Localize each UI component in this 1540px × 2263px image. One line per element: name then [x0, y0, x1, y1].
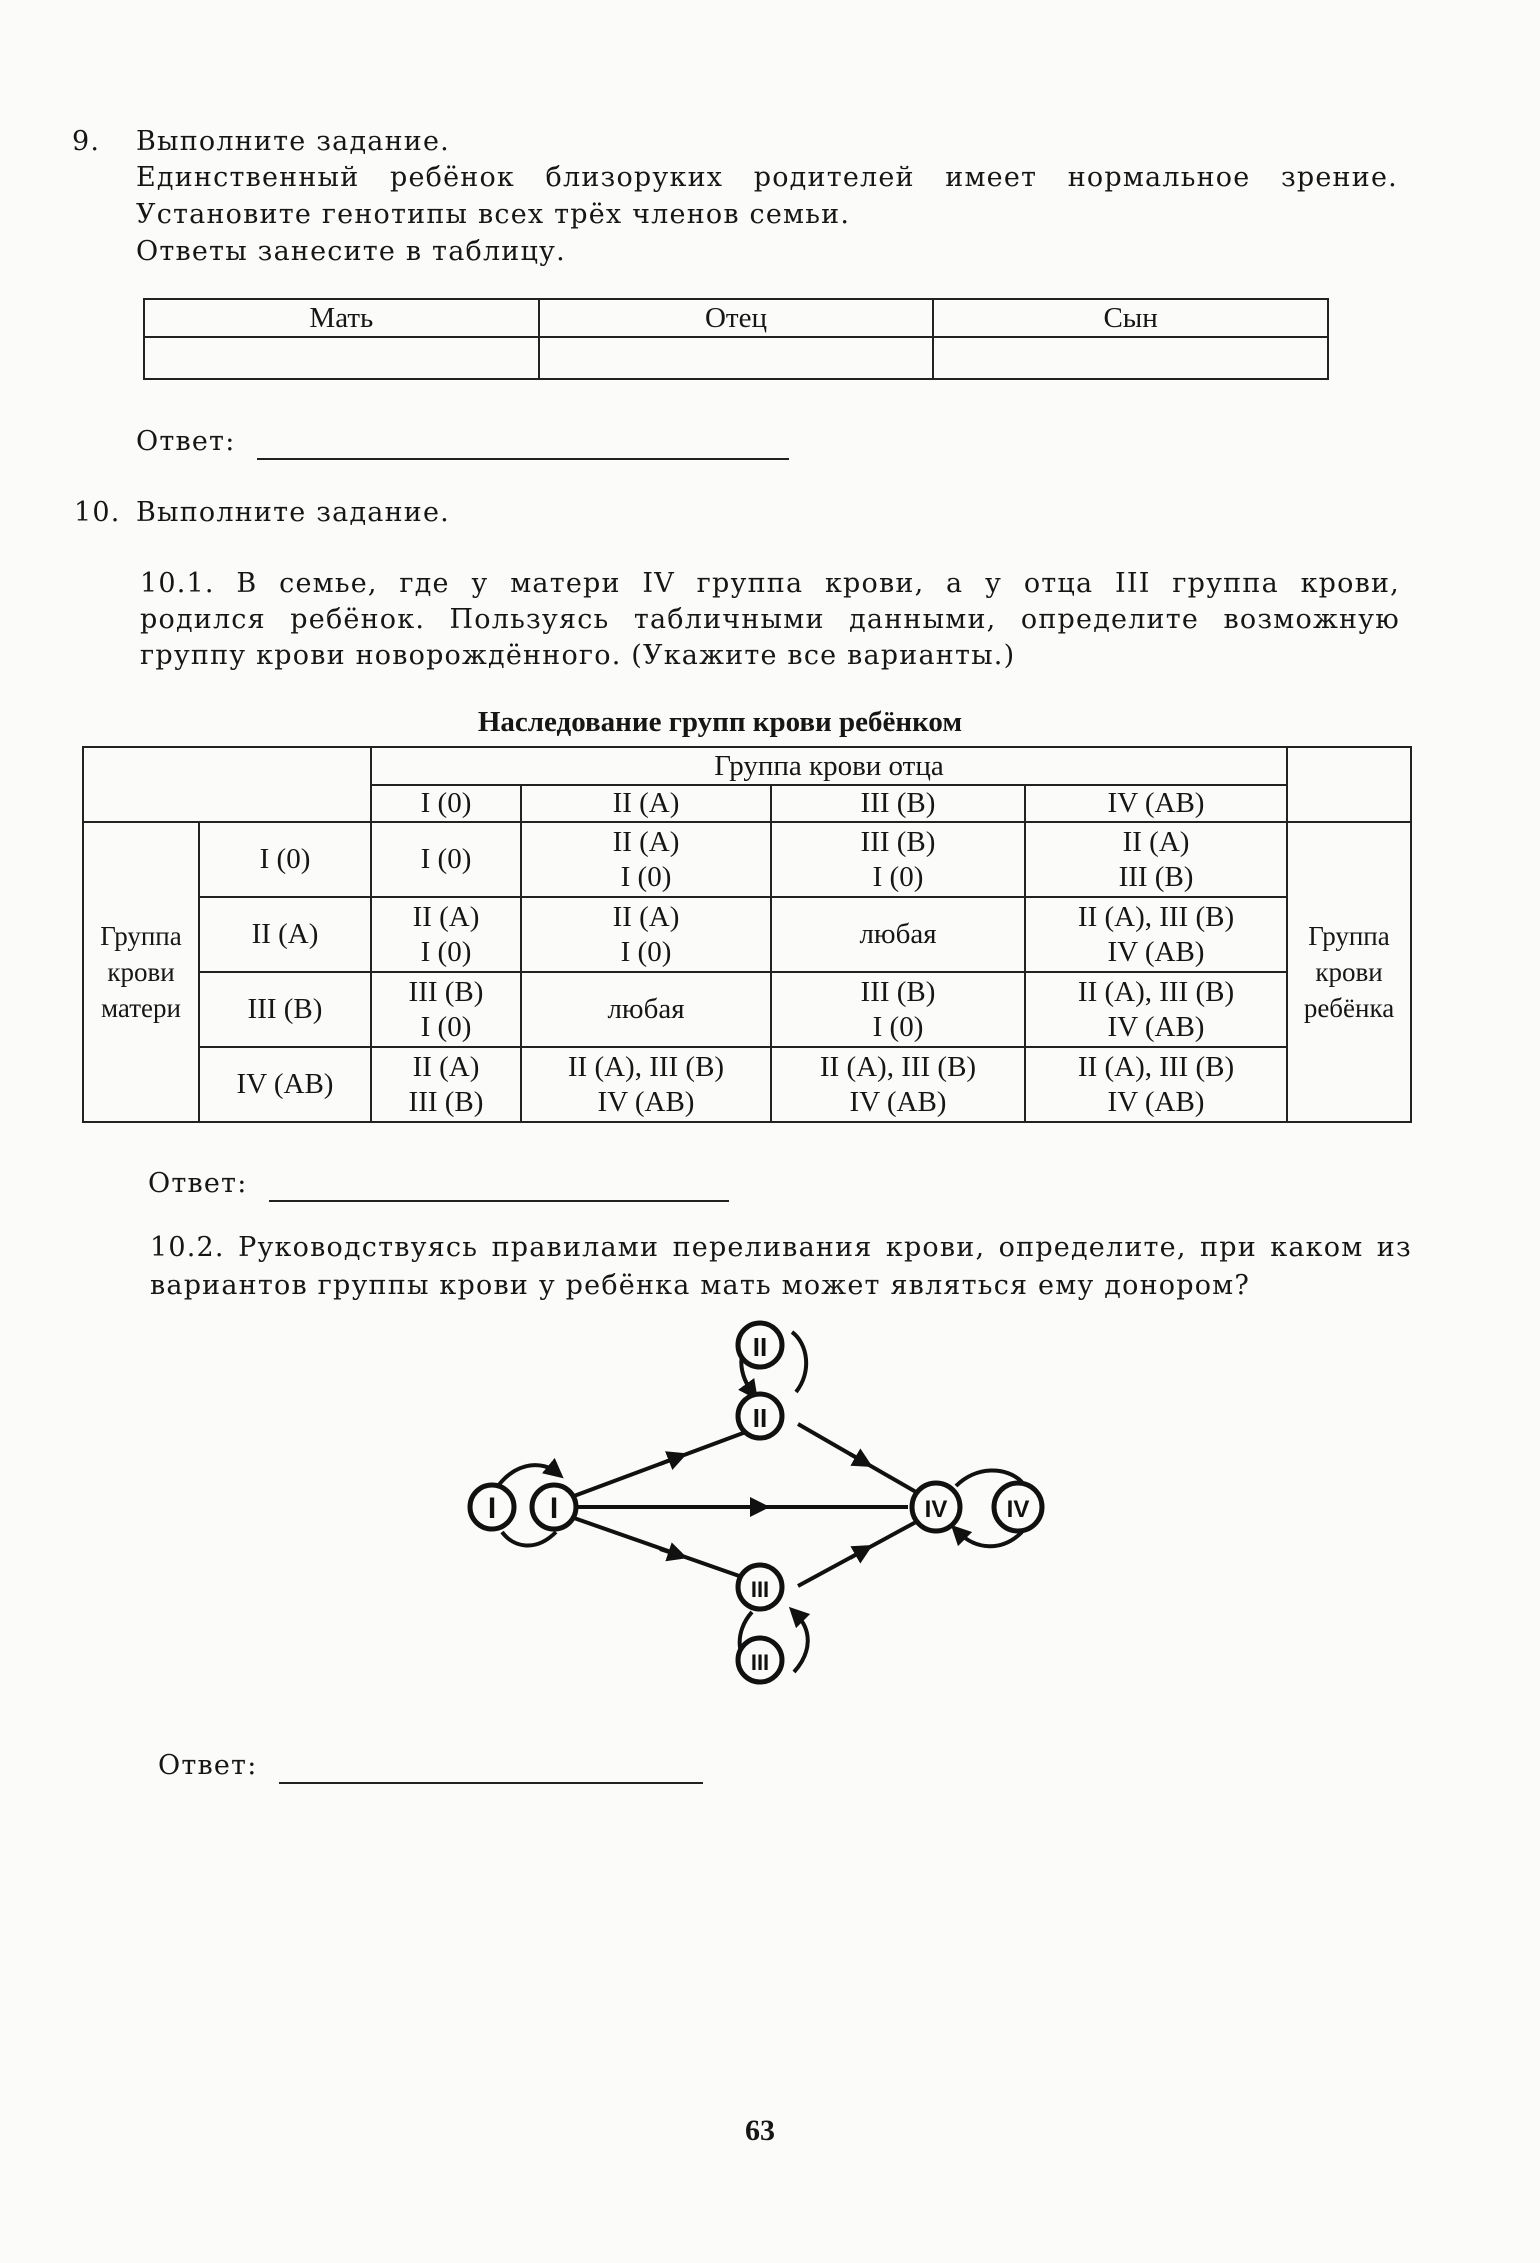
task10-2-line2: вариантов группы крови у ребёнка мать может являться ему донором? — [150, 1270, 1251, 1301]
label-line: матери — [101, 993, 181, 1023]
node-II-bottom — [738, 1394, 782, 1438]
answer-line[interactable] — [257, 434, 789, 460]
arrowhead — [660, 1457, 678, 1464]
task9-text-line3: Ответы занесите в таблицу. — [136, 236, 566, 267]
table-header-son: Сын — [933, 299, 1328, 337]
result-cell — [521, 822, 771, 897]
node-I-left — [470, 1485, 514, 1529]
cell-line: IV (AB) — [1107, 935, 1205, 968]
result-cell — [771, 822, 1025, 897]
label-line: крови — [1315, 957, 1383, 987]
father-group-2: II (A) — [521, 785, 771, 822]
loop-III-back — [794, 1614, 808, 1672]
task10-2-line1 — [150, 1230, 1412, 1266]
node-label: II — [752, 1332, 768, 1362]
result-cell — [1025, 822, 1287, 897]
task10-instruction: Выполните задание. — [136, 497, 450, 528]
node-II-top — [738, 1323, 782, 1367]
cell-line: II (A), III (B) — [1077, 900, 1235, 933]
word: табличными — [633, 604, 825, 635]
result-cell — [521, 1047, 771, 1122]
word: 10.2. — [150, 1232, 225, 1263]
cell-line: II (A), III (B) — [567, 1050, 725, 1083]
word: определите — [1020, 604, 1200, 635]
child-group-label — [1287, 822, 1411, 1122]
task10-2-answer — [158, 1748, 703, 1784]
task10-1-line2 — [140, 602, 1400, 638]
word: данными, — [849, 604, 997, 635]
result-cell — [371, 972, 521, 1047]
arrowhead — [850, 1550, 864, 1558]
mother-group-label — [83, 822, 199, 1122]
word: родителей — [753, 162, 915, 193]
answer-label: Ответ: — [136, 426, 236, 457]
father-group-4: IV (AB) — [1025, 785, 1287, 822]
mother-group-4: IV (AB) — [199, 1047, 371, 1122]
answer-label: Ответ: — [148, 1168, 248, 1199]
cell-line: III (B) — [408, 975, 484, 1008]
node-IV-left — [912, 1483, 960, 1531]
word: ребёнок. — [290, 604, 426, 635]
mother-group-1: I (0) — [199, 822, 371, 897]
word: Пользуясь — [449, 604, 610, 635]
word: у — [471, 568, 489, 599]
answer-line[interactable] — [269, 1176, 729, 1202]
result-cell — [1025, 1047, 1287, 1122]
table-caption: Наследование групп крови ребёнком — [477, 706, 963, 738]
cell-line: I (0) — [620, 935, 672, 968]
word: матери — [510, 568, 621, 599]
label-line: ребёнка — [1303, 993, 1395, 1023]
word: зрение. — [1280, 162, 1398, 193]
blood-inheritance-table — [82, 746, 1412, 1123]
task9-instruction: Выполните задание. — [136, 126, 450, 157]
task10-1-answer — [148, 1166, 729, 1202]
node-IV-right — [994, 1483, 1042, 1531]
cell-line: IV (AB) — [597, 1085, 695, 1118]
task10-1-line1 — [140, 566, 1400, 602]
node-label: IV — [1006, 1496, 1030, 1523]
word: ребёнок — [389, 162, 516, 193]
result-cell — [771, 1047, 1025, 1122]
result-cell — [371, 822, 521, 897]
word: группа — [696, 568, 804, 599]
answer-label: Ответ: — [158, 1750, 258, 1781]
word: IV — [642, 568, 675, 599]
word: 10.1. — [140, 568, 215, 599]
arrowhead — [660, 1549, 678, 1555]
label-line: крови — [107, 957, 175, 987]
word: имеет — [945, 162, 1038, 193]
task10-number — [74, 495, 121, 531]
cell-line: III (B) — [860, 825, 936, 858]
result-cell — [371, 1047, 521, 1122]
word: крови, — [885, 1232, 986, 1263]
word: крови, — [824, 568, 925, 599]
node-I-right — [532, 1485, 576, 1529]
cell-line: II (A), III (B) — [1077, 1050, 1235, 1083]
cell-line: III (B) — [1118, 860, 1194, 893]
node-label: I — [549, 1492, 559, 1525]
page-number: 63 — [745, 2114, 775, 2147]
node-label: IV — [924, 1496, 948, 1523]
father-group-3: III (B) — [771, 785, 1025, 822]
word: переливания — [672, 1232, 873, 1263]
task9-genotype-table — [143, 298, 1329, 380]
word: каком — [1270, 1232, 1364, 1263]
loop-I — [498, 1465, 556, 1486]
task9-text-line1 — [136, 160, 1398, 196]
result-cell — [521, 897, 771, 972]
cell-line: IV (AB) — [849, 1085, 947, 1118]
answer-line[interactable] — [279, 1758, 703, 1784]
word: отца — [1023, 568, 1094, 599]
cell-line: IV (AB) — [1107, 1085, 1205, 1118]
cell-line: любая — [859, 918, 937, 950]
cell-line: II (A), III (B) — [819, 1050, 977, 1083]
cell-line: II (A) — [412, 900, 480, 933]
result-cell — [771, 897, 1025, 972]
mother-group-2: II (A) — [199, 897, 371, 972]
word: семье, — [279, 568, 378, 599]
word: III — [1114, 568, 1151, 599]
loop-I-back — [502, 1532, 556, 1546]
word: В — [236, 568, 258, 599]
cell-line: II (A), III (B) — [1077, 975, 1235, 1008]
table-header-mother: Мать — [144, 299, 539, 337]
cell-line: любая — [607, 993, 685, 1025]
task10-number-text: 10. — [74, 497, 121, 528]
loop-II-back — [792, 1332, 806, 1392]
father-group-1: I (0) — [371, 785, 521, 822]
label-line: Группа — [100, 921, 182, 951]
word: правилами — [491, 1232, 660, 1263]
word: нормальное — [1067, 162, 1251, 193]
task9-number — [72, 124, 100, 160]
table-corner-cell-right — [1287, 747, 1411, 822]
word: группа — [1172, 568, 1279, 599]
father-group-header: Группа крови отца — [371, 747, 1287, 785]
cell-line: I (0) — [420, 935, 472, 968]
mother-group-3: III (B) — [199, 972, 371, 1047]
answer-cell-son[interactable] — [933, 337, 1328, 379]
word: крови, — [1300, 568, 1400, 599]
task9-text-line2: Установите генотипы всех трёх членов семьи. — [136, 199, 851, 230]
task9-number-text: 9. — [72, 126, 101, 157]
cell-line: I (0) — [420, 843, 472, 875]
word: родился — [140, 604, 266, 635]
word: Единственный — [136, 162, 360, 193]
cell-line: I (0) — [872, 860, 924, 893]
word: Руководствуясь — [238, 1232, 479, 1263]
cell-line: III (B) — [408, 1085, 484, 1118]
result-cell — [521, 972, 771, 1047]
transfusion-diagram — [440, 1300, 1080, 1720]
result-cell — [1025, 972, 1287, 1047]
arrowhead — [850, 1454, 864, 1462]
cell-line: I (0) — [420, 1010, 472, 1043]
table-header-father: Отец — [539, 299, 934, 337]
node-III-top — [738, 1565, 782, 1609]
word: возможную — [1223, 604, 1400, 635]
answer-cell-father[interactable] — [539, 337, 934, 379]
loop-IV-back — [958, 1532, 1022, 1546]
word: где — [399, 568, 450, 599]
answer-cell-mother[interactable] — [144, 337, 539, 379]
task10-1-line3: группу крови новорождённого. (Укажите все варианты.) — [140, 640, 1016, 671]
cell-line: II (A) — [612, 825, 680, 858]
node-label: III — [750, 1577, 770, 1602]
node-label: I — [487, 1492, 497, 1525]
cell-line: II (A) — [612, 900, 680, 933]
word: при — [1200, 1232, 1257, 1263]
word: а — [946, 568, 964, 599]
table-corner-cell — [83, 747, 371, 822]
word: из — [1376, 1232, 1412, 1263]
cell-line: II (A) — [412, 1050, 480, 1083]
cell-line: I (0) — [620, 860, 672, 893]
result-cell — [771, 972, 1025, 1047]
cell-line: IV (AB) — [1107, 1010, 1205, 1043]
word: определите, — [998, 1232, 1187, 1263]
cell-line: III (B) — [860, 975, 936, 1008]
node-III-bottom — [738, 1638, 782, 1682]
result-cell — [371, 897, 521, 972]
word: у — [985, 568, 1003, 599]
label-line: Группа — [1308, 921, 1390, 951]
node-label: III — [750, 1650, 770, 1675]
cell-line: I (0) — [872, 1010, 924, 1043]
cell-line: II (A) — [1122, 825, 1190, 858]
node-label: II — [752, 1403, 768, 1433]
word: близоруких — [545, 162, 724, 193]
task9-answer — [136, 424, 789, 460]
result-cell — [1025, 897, 1287, 972]
